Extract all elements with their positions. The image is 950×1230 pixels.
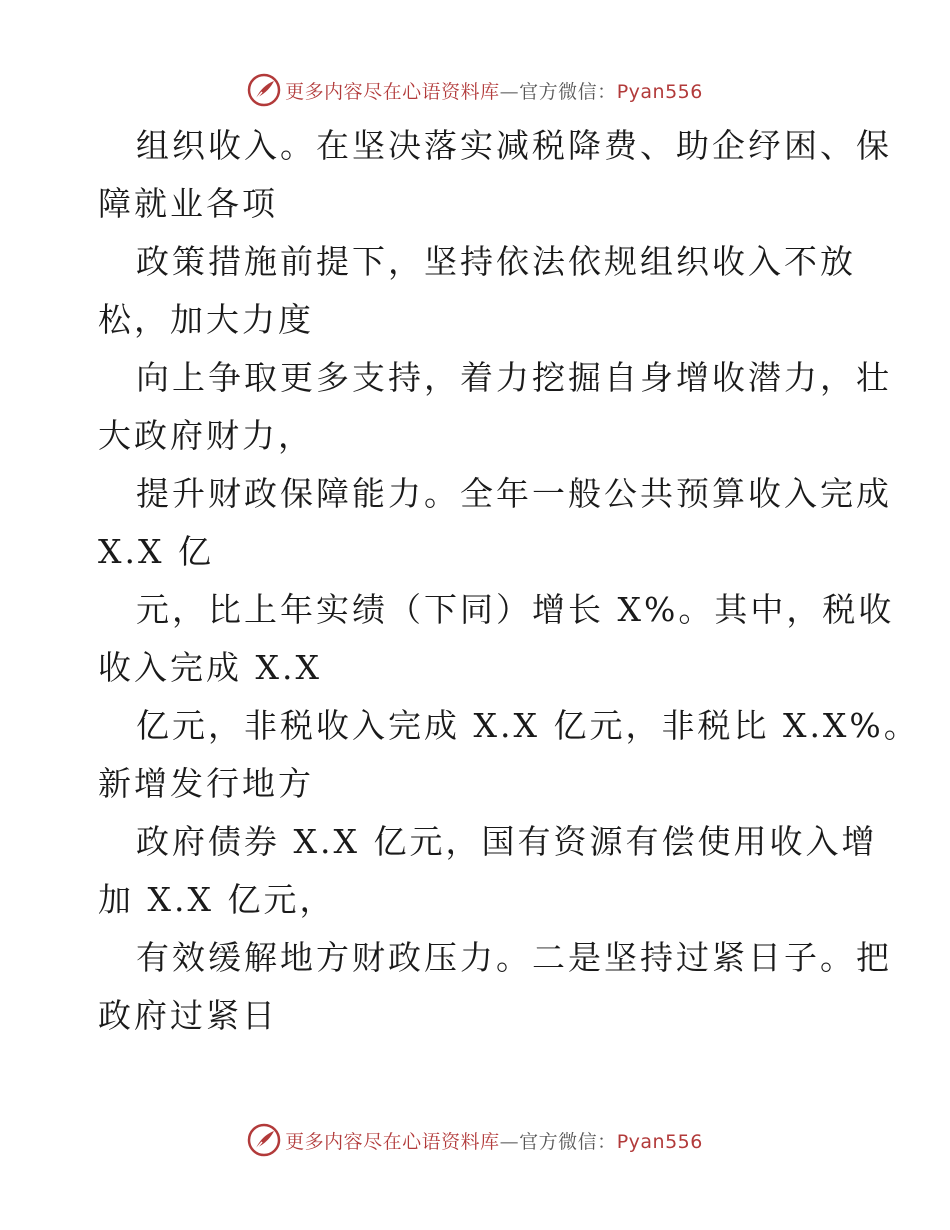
paragraph xyxy=(98,349,892,465)
paragraph-line-1: 元，比上年实绩（下同）增长 X%。其中，税收 xyxy=(136,590,895,629)
paragraph-line-2: 收入完成 X.X xyxy=(98,648,322,687)
paragraph-line-2: 大政府财力， xyxy=(98,416,314,455)
paragraph-line-1: 亿元，非税收入完成 X.X 亿元，非税比 X.X%。 xyxy=(136,706,920,745)
watermark-official-label: 官方微信： xyxy=(519,80,617,103)
paragraph xyxy=(98,697,920,813)
watermark-main-text: 更多内容尽在心语资料库 xyxy=(285,1130,500,1153)
paragraph xyxy=(98,233,858,349)
feather-quill-icon xyxy=(247,1123,281,1157)
paragraph-line-2: 政府过紧日 xyxy=(98,996,278,1035)
paragraph xyxy=(98,117,892,233)
paragraph-line-2: 新增发行地方 xyxy=(98,764,314,803)
header-watermark xyxy=(0,70,950,110)
paragraph-line-1: 政策措施前提下，坚持依法依规组织收入不放 xyxy=(136,242,856,281)
paragraph-line-1: 提升财政保障能力。全年一般公共预算收入完成 xyxy=(136,474,892,513)
paragraph xyxy=(98,465,892,581)
watermark-wechat-id: Pyan556 xyxy=(616,1130,703,1153)
watermark-main-text: 更多内容尽在心语资料库 xyxy=(285,80,500,103)
document-body xyxy=(98,117,920,1045)
paragraph xyxy=(98,929,892,1045)
watermark-separator: — xyxy=(499,80,520,103)
watermark-wechat-id: Pyan556 xyxy=(616,80,703,103)
watermark-separator: — xyxy=(499,1130,520,1153)
paragraph-line-1: 向上争取更多支持，着力挖掘自身增收潜力，壮 xyxy=(136,358,892,397)
paragraph-line-2: X.X 亿 xyxy=(98,532,214,571)
watermark-official-label: 官方微信： xyxy=(519,1130,617,1153)
feather-quill-icon xyxy=(247,73,281,107)
paragraph xyxy=(98,581,895,697)
watermark-text xyxy=(285,1127,703,1154)
paragraph-line-1: 政府债券 X.X 亿元，国有资源有偿使用收入增 xyxy=(136,822,878,861)
paragraph-line-2: 松，加大力度 xyxy=(98,300,314,339)
paragraph xyxy=(98,813,878,929)
watermark-text xyxy=(285,77,703,104)
footer-watermark xyxy=(0,1120,950,1160)
paragraph-line-1: 组织收入。在坚决落实减税降费、助企纾困、保 xyxy=(136,126,892,165)
paragraph-line-2: 加 X.X 亿元， xyxy=(98,880,336,919)
paragraph-line-2: 障就业各项 xyxy=(98,184,278,223)
paragraph-line-1: 有效缓解地方财政压力。二是坚持过紧日子。把 xyxy=(136,938,892,977)
